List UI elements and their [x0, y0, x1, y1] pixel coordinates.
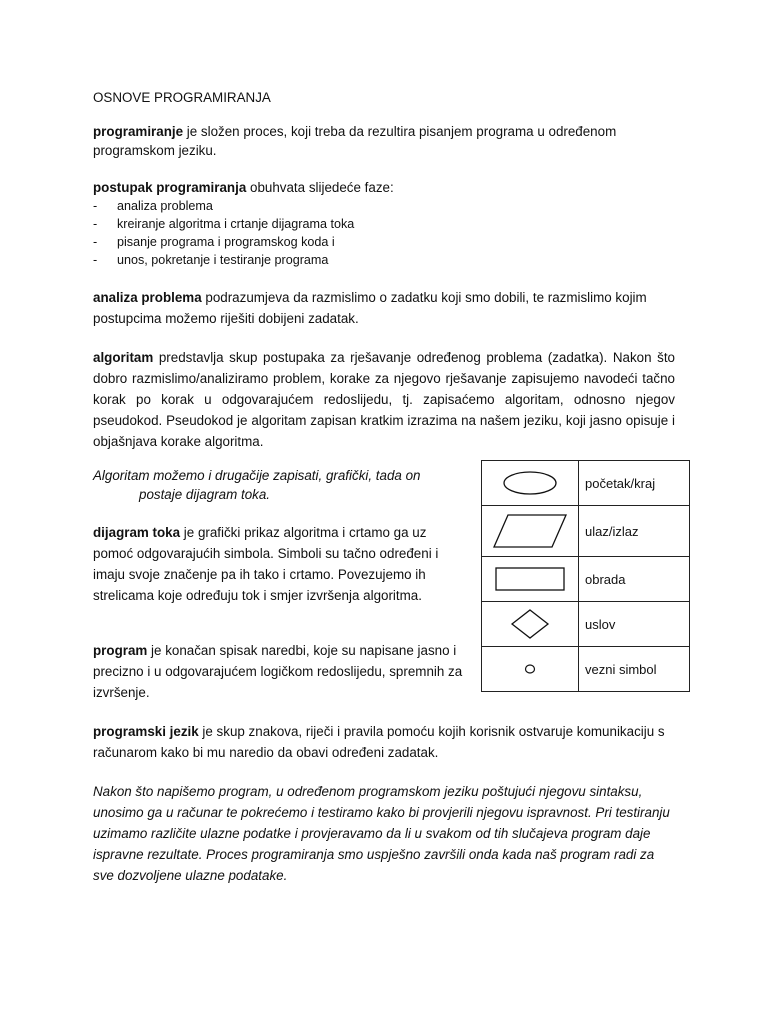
table-row	[482, 647, 690, 692]
table-row	[482, 557, 690, 602]
symbol-cell	[482, 602, 579, 647]
term-postupak: postupak programiranja	[93, 180, 247, 195]
page-title: OSNOVE PROGRAMIRANJA	[93, 90, 271, 105]
list-item: - kreiranje algoritma i crtanje dijagrama toka	[93, 215, 675, 233]
symbol-label: obrada	[579, 557, 690, 602]
rectangle-icon	[492, 565, 568, 593]
text-postupak: obuhvata slijedeće faze:	[246, 180, 394, 195]
symbol-label: početak/kraj	[579, 461, 690, 506]
paragraph-closing: Nakon što napišemo program, u određenom programskom jeziku poštujući njegovu sintaksu, unosimo ga u računar te pokrećemo i testiramo kako bi provjerili njegovu ispravnost. Pri testiranju uzimamo različite ulazne podatke i provjeravamo da li u svakom od tih slučajeva program daje ispravne rezultate. Proces programiranja smo uspješno završili onda kada naš program radi za sve dozvoljene ulazne podatake.	[93, 784, 670, 883]
paragraph-jezik	[93, 721, 675, 763]
symbol-label: vezni simbol	[579, 647, 690, 692]
list-item: - pisanje programa i programskog koda i	[93, 233, 675, 251]
paragraph-postupak	[93, 178, 675, 197]
flowchart-symbols-table	[481, 460, 690, 692]
text-jezik: je skup znakova, riječi i pravila pomoću kojih korisnik ostvaruje komunikaciju s računarom kako bi mu naredio da obavi određeni zadatak.	[93, 724, 665, 760]
symbol-label: uslov	[579, 602, 690, 647]
paragraph-analiza	[93, 287, 675, 329]
symbol-cell	[482, 647, 579, 692]
paragraph-program	[93, 640, 465, 703]
symbol-cell	[482, 461, 579, 506]
diamond-icon	[508, 608, 552, 640]
phase-list	[93, 197, 675, 269]
symbol-cell	[482, 506, 579, 557]
parallelogram-icon	[490, 511, 570, 551]
term-program: program	[93, 643, 148, 658]
text-dijagram: je grafički prikaz algoritma i crtamo ga uz pomoć odgovarajućih simbola. Simboli su tačno određeni i imaju svoje značenje pa ih tako i crtamo. Povezujemo ih strelicama koje određuju tok i smjer izvršenja algoritma.	[93, 525, 439, 603]
small-circle-icon	[522, 662, 538, 676]
list-item: - analiza problema	[93, 197, 675, 215]
graficki-line-2: postaje dijagram toka.	[139, 487, 271, 502]
term-dijagram: dijagram toka	[93, 525, 181, 540]
list-item: - unos, pokretanje i testiranje programa	[93, 251, 675, 269]
term-programiranje: programiranje	[93, 124, 184, 139]
paragraph-dijagram	[93, 522, 465, 606]
table-row	[482, 461, 690, 506]
term-algoritam: algoritam	[93, 350, 154, 365]
symbol-cell	[482, 557, 579, 602]
table-row	[482, 506, 690, 557]
text-programiranje: je složen proces, koji treba da rezultira pisanjem programa u određenom programskom jeziku.	[93, 124, 617, 158]
term-analiza: analiza problema	[93, 290, 202, 305]
paragraph-programiranje	[93, 122, 661, 160]
symbol-label: ulaz/izlaz	[579, 506, 690, 557]
text-analiza: podrazumjeva da razmislimo o zadatku koji smo dobili, te razmislimo kojim postupcima možemo riješiti dobijeni zadatak.	[93, 290, 647, 326]
paragraph-algoritam	[93, 347, 675, 452]
ellipse-icon	[500, 468, 560, 498]
table-row	[482, 602, 690, 647]
term-jezik: programski jezik	[93, 724, 199, 739]
text-algoritam: predstavlja skup postupaka za rješavanje određenog problema (zadatka). Nakon što dobro razmislimo/analiziramo problem, korake za njegovo rješavanje zapisujemo navodeći tačno korak po korak u odgovarajućem redoslijedu, tj. zapisaćemo algoritam, odnosno njegov pseudokod. Pseudokod je algoritam zapisan kratkim izrazima na našem jeziku, koji jasno opisuje i objašnjava korake algoritma.	[93, 350, 675, 449]
graficki-line-1: Algoritam možemo i drugačije zapisati, grafički, tada on	[93, 468, 421, 483]
text-program: je konačan spisak naredbi, koje su napisane jasno i precizno i u odgovarajućem logičkom redoslijedu, spremnih za izvršenje.	[93, 643, 463, 700]
